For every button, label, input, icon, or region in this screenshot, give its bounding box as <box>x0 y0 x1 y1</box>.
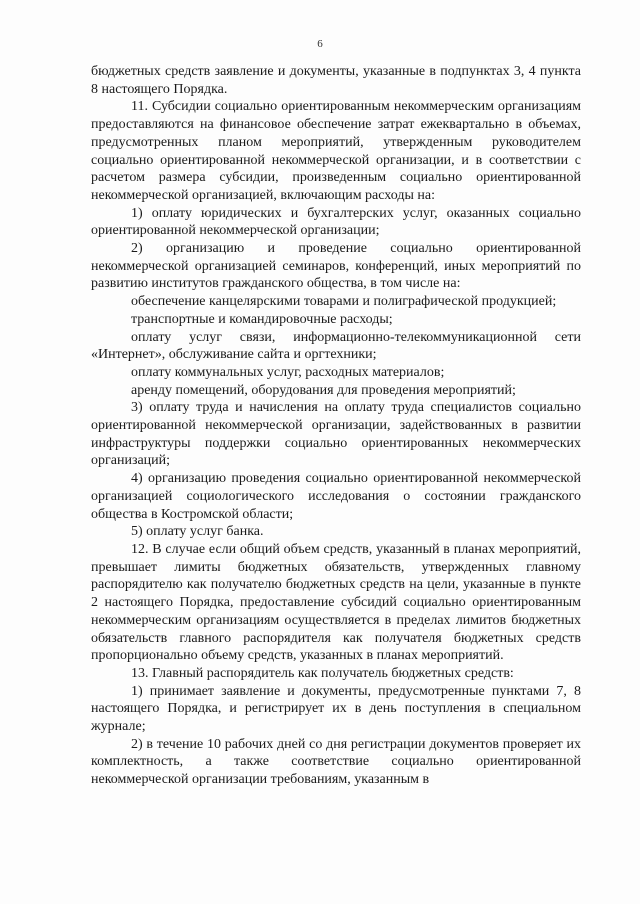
paragraph: 5) оплату услуг банка. <box>131 524 264 540</box>
paragraph: 2) в течение 10 рабочих дней со дня регистрации документов проверяет их комплектность, а также соответствие социально ориентированной некоммерческой организации требованиям, указанным в <box>91 736 581 788</box>
page-number: 6 <box>317 38 323 50</box>
paragraph: 2) организацию и проведение социально ориентированной некоммерческой организацией семинаров, конференций, иных мероприятий по развитию институтов гражданского общества, в том числе на: <box>91 241 581 292</box>
paragraph: бюджетных средств заявление и документы, указанные в подпунктах 3, 4 пункта 8 настоящего Порядка. <box>91 64 581 97</box>
paragraph: транспортные и командировочные расходы; <box>131 311 393 327</box>
paragraph: аренду помещений, оборудования для проведения мероприятий; <box>131 382 516 398</box>
paragraph: 1) оплату юридических и бухгалтерских услуг, оказанных социально ориентированной некоммерческой организации; <box>91 205 581 239</box>
paragraph: 11. Субсидии социально ориентированным некоммерческим организациям предоставляются на финансовое обеспечение затрат ежеквартально в объемах, предусмотренных планом мероприятий, утвержденным руководителем социально ориентированной некоммерческой организации, и в соответствии с расчетом размера субсидии, произведенным социально ориентированной некоммерческой организацией, включающим расходы на: <box>91 99 581 203</box>
paragraph: 3) оплату труда и начисления на оплату труда специалистов социально ориентированной некоммерческой организации, задействованных в развитии инфраструктуры поддержки социально ориентированных некоммерческих организаций; <box>91 400 581 469</box>
paragraph: обеспечение канцелярскими товарами и полиграфической продукцией; <box>131 294 557 310</box>
paragraph: оплату коммунальных услуг, расходных материалов; <box>131 364 445 380</box>
document-body <box>91 63 581 789</box>
paragraph: оплату услуг связи, информационно-телекоммуникационной сети «Интернет», обслуживание сайта и оргтехники; <box>91 329 581 363</box>
paragraph: 12. В случае если общий объем средств, указанный в планах мероприятий, превышает лимиты бюджетных обязательств, утвержденных главному распорядителю как получателю бюджетных средств на цели, указанные в пункте 2 настоящего Порядка, предоставление субсидий социально ориентированным некоммерческим организациям осуществляется в пределах лимитов бюджетных обязательств главного распорядителя как получателя бюджетных средств пропорционально объему средств, указанных в планах мероприятий. <box>91 541 581 664</box>
paragraph: 1) принимает заявление и документы, предусмотренные пунктами 7, 8 настоящего Порядка, и регистрирует их в день поступления в специальном журнале; <box>91 683 581 735</box>
paragraph: 13. Главный распорядитель как получатель бюджетных средств: <box>131 665 514 681</box>
paragraph: 4) организацию проведения социально ориентированной некоммерческой организацией социологического исследования о состоянии гражданского общества в Костромской области; <box>91 471 581 522</box>
